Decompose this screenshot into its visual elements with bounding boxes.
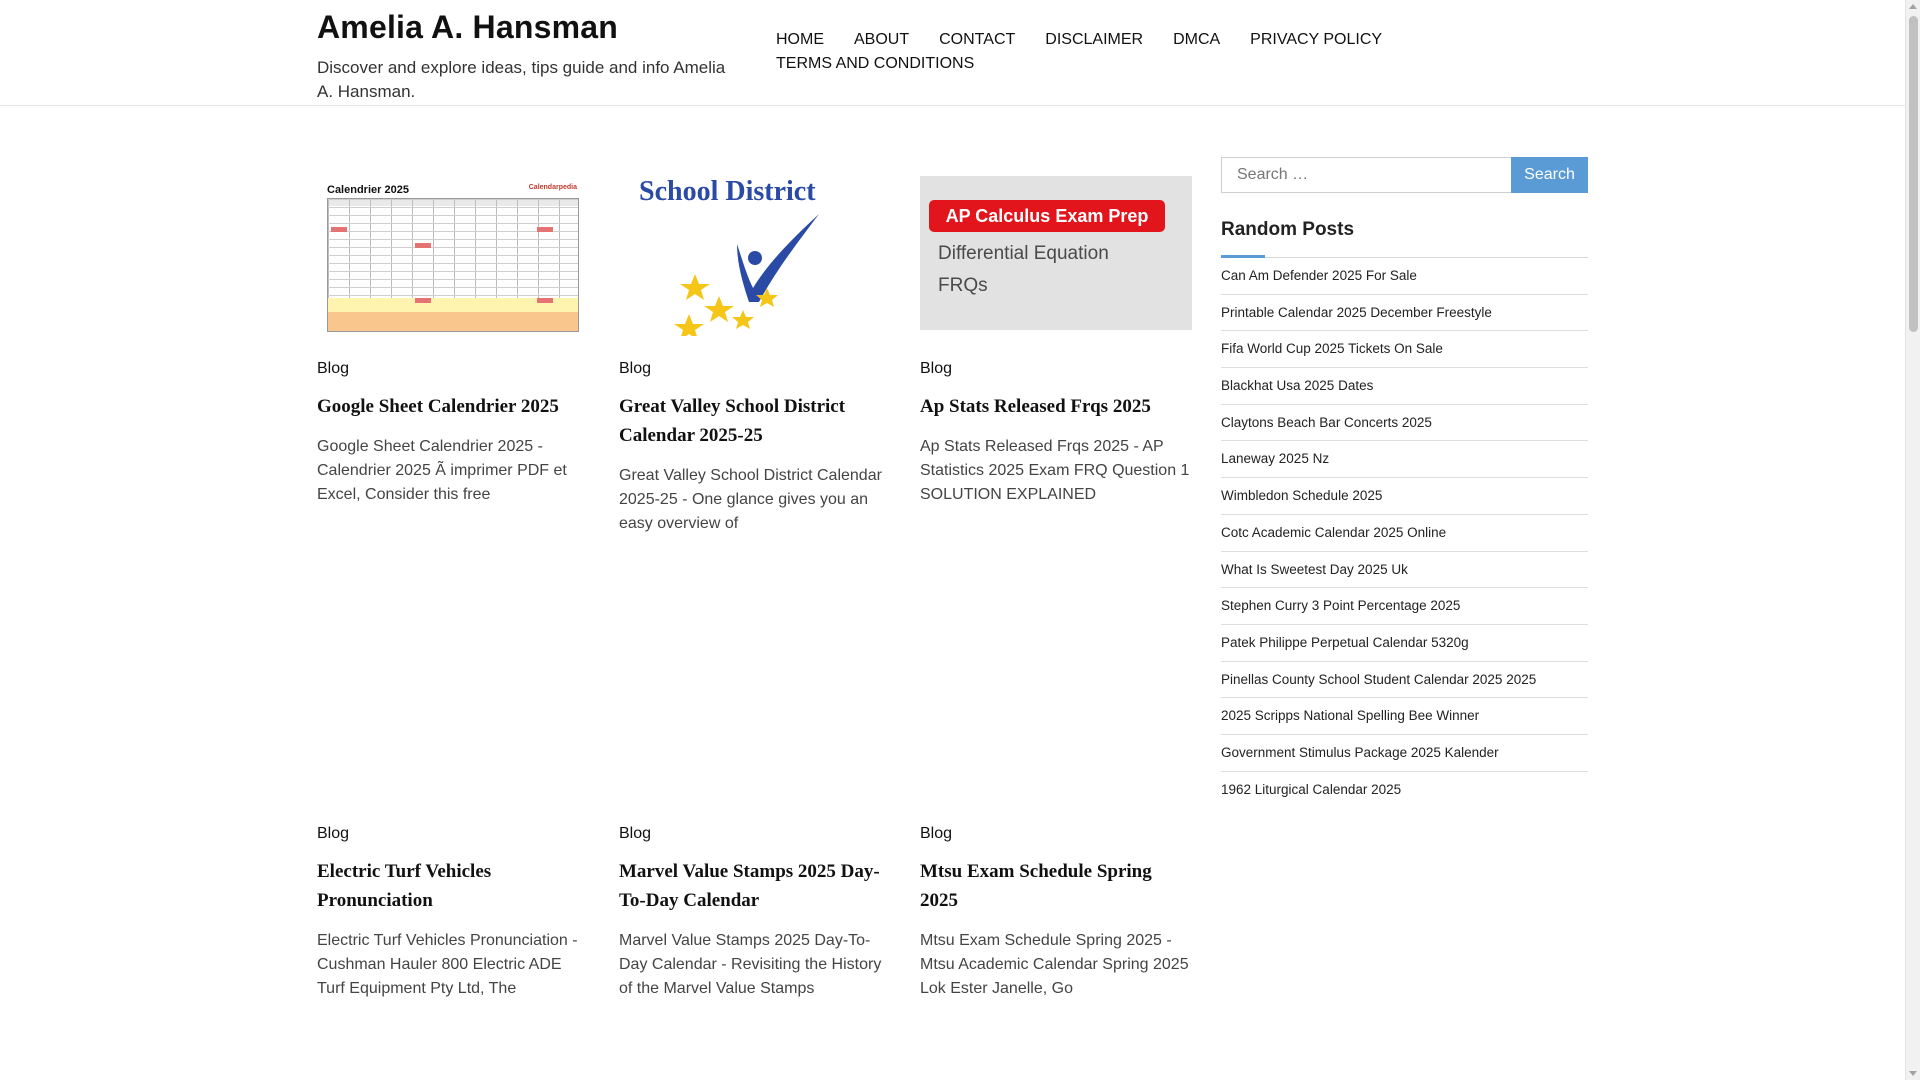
search-form xyxy=(1221,157,1588,193)
calendar-mark xyxy=(415,298,431,303)
site-header xyxy=(0,0,1905,106)
post-title[interactable]: Electric Turf Vehicles Pronunciation xyxy=(317,861,492,911)
random-post-link[interactable]: 2025 Scripps National Spelling Bee Winner xyxy=(1221,698,1588,735)
star-icon xyxy=(704,296,734,322)
random-post-link[interactable]: Cotc Academic Calendar 2025 Online xyxy=(1221,515,1588,552)
site-tagline: Discover and explore ideas, tips guide and info Amelia A. Hansman. xyxy=(317,58,726,101)
random-post-link[interactable]: Laneway 2025 Nz xyxy=(1221,441,1588,478)
post-thumbnail-ap-calculus[interactable] xyxy=(920,176,1192,330)
post-category[interactable]: Blog xyxy=(317,825,350,842)
calendar-heading: Calendrier 2025 xyxy=(327,184,409,196)
ap-subtitle-line: FRQs xyxy=(938,275,988,296)
post-title[interactable]: Marvel Value Stamps 2025 Day-To-Day Calendar xyxy=(619,861,880,911)
post-excerpt: Electric Turf Vehicles Pronunciation - Cushman Hauler 800 Electric ADE Turf Equipment Pty Ltd, The xyxy=(317,932,578,997)
random-post-link[interactable]: Claytons Beach Bar Concerts 2025 xyxy=(1221,405,1588,442)
post-excerpt: Great Valley School District Calendar 2025-25 - One glance gives you an easy overview of xyxy=(619,467,882,532)
post-excerpt: Ap Stats Released Frqs 2025 - AP Statistics 2025 Exam FRQ Question 1 SOLUTION EXPLAINED xyxy=(920,438,1190,503)
random-post-link[interactable]: Blackhat Usa 2025 Dates xyxy=(1221,368,1588,405)
post-card xyxy=(920,824,1192,1001)
nav-item-about[interactable]: ABOUT xyxy=(854,31,910,48)
nav-item-dmca[interactable]: DMCA xyxy=(1173,31,1221,48)
post-card xyxy=(317,176,589,507)
calendar-mark xyxy=(537,298,553,303)
calendar-mark xyxy=(537,227,553,232)
site-branding xyxy=(317,8,737,104)
ap-subtitle xyxy=(938,238,1109,302)
post-excerpt: Google Sheet Calendrier 2025 - Calendrier 2025 Ã imprimer PDF et Excel, Consider this free xyxy=(317,438,567,503)
post-title[interactable]: Ap Stats Released Frqs 2025 xyxy=(920,396,1151,417)
post-title[interactable]: Google Sheet Calendrier 2025 xyxy=(317,396,559,417)
logo-dot xyxy=(748,251,762,265)
post-card xyxy=(920,176,1192,507)
site-title[interactable]: Amelia A. Hansman xyxy=(317,9,618,45)
post-category[interactable]: Blog xyxy=(920,360,953,377)
post-card xyxy=(619,824,891,1001)
random-post-link[interactable]: Government Stimulus Package 2025 Kalender xyxy=(1221,735,1588,772)
widget-title: Random Posts xyxy=(1221,218,1588,258)
post-thumbnail-school-district[interactable] xyxy=(619,176,891,336)
ap-badge: AP Calculus Exam Prep xyxy=(929,200,1165,232)
vertical-scrollbar[interactable] xyxy=(1905,0,1920,1080)
random-posts-list xyxy=(1221,258,1588,808)
scrollbar-thumb[interactable] xyxy=(1909,16,1918,332)
random-post-link[interactable]: What Is Sweetest Day 2025 Uk xyxy=(1221,552,1588,589)
post-thumbnail-calendar[interactable] xyxy=(317,176,589,336)
post-card xyxy=(619,176,891,536)
calendar-mark xyxy=(415,243,431,248)
search-button[interactable]: Search xyxy=(1511,157,1588,193)
calendar-brand: Calendarpedia xyxy=(528,184,577,191)
random-post-link[interactable]: Printable Calendar 2025 December Freestyle xyxy=(1221,295,1588,332)
scroll-down-arrow-icon[interactable] xyxy=(1909,1071,1917,1076)
search-input[interactable] xyxy=(1221,157,1511,193)
star-icon xyxy=(674,314,704,336)
random-post-link[interactable]: Fifa World Cup 2025 Tickets On Sale xyxy=(1221,331,1588,368)
post-title[interactable]: Great Valley School District Calendar 2025-25 xyxy=(619,396,846,446)
nav-item-contact[interactable]: CONTACT xyxy=(939,31,1016,48)
nav-item-terms-and-conditions[interactable]: TERMS AND CONDITIONS xyxy=(776,55,975,72)
post-category[interactable]: Blog xyxy=(920,825,953,842)
random-post-link[interactable]: Stephen Curry 3 Point Percentage 2025 xyxy=(1221,588,1588,625)
random-post-link[interactable]: Can Am Defender 2025 For Sale xyxy=(1221,258,1588,295)
calendar-highlight-orange xyxy=(328,312,578,331)
post-category[interactable]: Blog xyxy=(619,360,652,377)
post-title[interactable]: Mtsu Exam Schedule Spring 2025 xyxy=(920,861,1152,911)
nav-item-disclaimer[interactable]: DISCLAIMER xyxy=(1045,31,1144,48)
random-posts-widget xyxy=(1221,218,1588,808)
star-icon xyxy=(732,310,754,329)
post-excerpt: Marvel Value Stamps 2025 Day-To-Day Calendar - Revisiting the History of the Marvel Value Stamps xyxy=(619,932,882,997)
nav-item-privacy-policy[interactable]: PRIVACY POLICY xyxy=(1250,31,1383,48)
random-post-link[interactable]: Patek Philippe Perpetual Calendar 5320g xyxy=(1221,625,1588,662)
post-excerpt: Mtsu Exam Schedule Spring 2025 - Mtsu Academic Calendar Spring 2025 Lok Ester Janelle, Go xyxy=(920,932,1189,997)
post-category[interactable]: Blog xyxy=(317,360,350,377)
scroll-up-arrow-icon[interactable] xyxy=(1909,4,1917,9)
school-logo-graphic xyxy=(619,176,891,336)
calendar-mark xyxy=(331,227,347,232)
ap-subtitle-line: Differential Equation xyxy=(938,243,1109,264)
post-category[interactable]: Blog xyxy=(619,825,652,842)
school-district-heading: School District xyxy=(639,176,816,207)
random-post-link[interactable]: Pinellas County School Student Calendar 2025 2025 xyxy=(1221,662,1588,699)
random-post-link[interactable]: 1962 Liturgical Calendar 2025 xyxy=(1221,781,1402,797)
post-card xyxy=(317,824,589,1001)
random-post-link[interactable]: Wimbledon Schedule 2025 xyxy=(1221,478,1588,515)
star-icon xyxy=(680,274,710,300)
main-navigation xyxy=(776,28,1416,76)
nav-item-home[interactable]: HOME xyxy=(776,31,824,48)
